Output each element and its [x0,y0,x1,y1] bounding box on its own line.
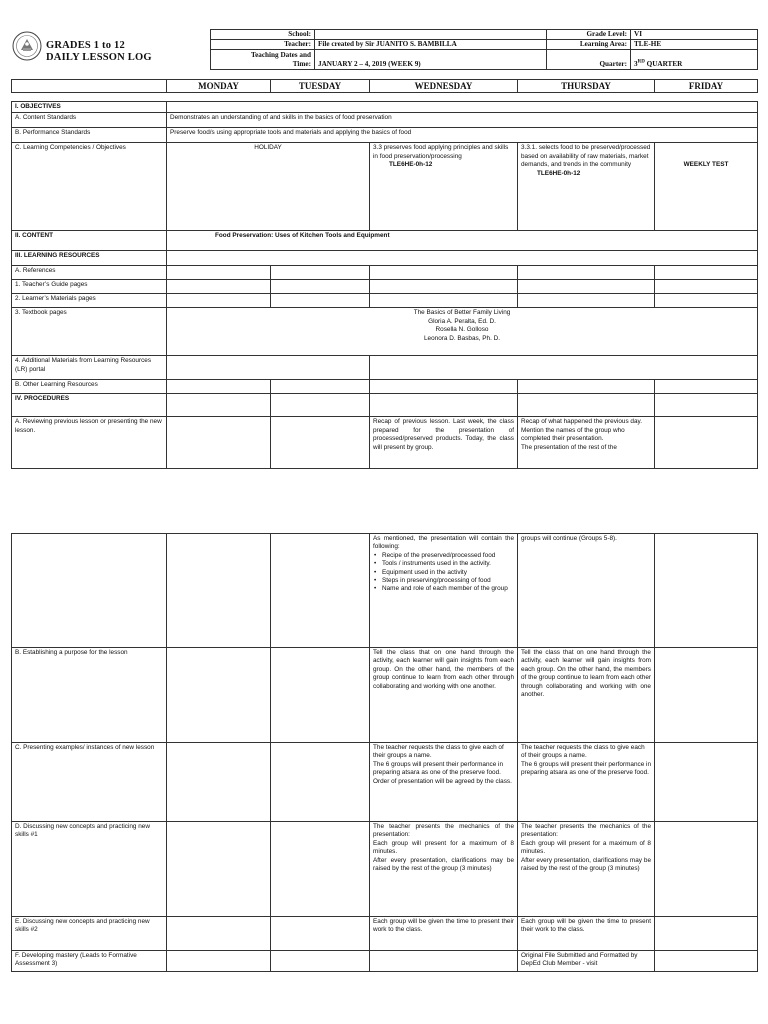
lesson-log-table [11,101,758,469]
thursday-competency-code: TLE6HE-0h-12 [537,169,581,177]
school-label: School: [211,30,315,40]
school-value [315,30,547,40]
form-title [46,40,152,64]
textbook-author-3: Leonora D. Basbas, Ph. D. [424,334,501,342]
deped-seal-logo [12,31,42,61]
thursday-review-line2: Mention the names of the group who completed their presentation. [521,426,625,443]
teacher-label: Teacher: [211,40,315,50]
thursday-review-line1: Recap of what happened the previous day. [521,418,643,426]
learning-area-label: Learning Area: [547,40,631,50]
quarter-word: QUARTER [646,60,683,68]
wednesday-purpose: Tell the class that on one hand through the activity, each learner will gain insights from each group. On the other hand, the members of the group continue to learn from each other through collaborating and working with one another. [370,648,518,743]
thursday-review [518,417,655,469]
wednesday-discussing-1-line1: The teacher presents the mechanics of the presentation: [373,823,514,839]
textbook-author-2: Rosella N. Golloso [435,326,489,334]
objectives-blank [167,102,758,113]
wednesday-examples [370,743,518,822]
day-wednesday: WEDNESDAY [370,80,518,93]
teaching-dates-value: JANUARY 2 – 4, 2019 (WEEK 9) [315,50,547,70]
wednesday-competency-code: TLE6HE-0h-12 [389,161,433,169]
quarter-number: 3 [634,60,638,68]
thursday-examples-line1: The teacher requests the class to give each of their groups a name. [521,744,645,760]
teaching-dates-label [211,50,315,70]
form-title-line1: GRADES 1 to 12 [46,40,125,51]
thursday-competency [518,143,655,231]
learning-resources-heading: III. LEARNING RESOURCES [12,251,167,266]
thursday-discussing-1-line1: The teacher presents the mechanics of the presentation: [521,823,651,839]
wednesday-competency [370,143,518,231]
discussing-2-label: E. Discussing new concepts and practicing new skills #2 [12,917,167,951]
objectives-heading: I. OBJECTIVES [12,102,167,113]
header-info-table [210,29,758,70]
teaching-dates-label-line2: Time: [292,59,311,68]
presentation-contents-list [373,552,514,594]
quarter-value [631,50,758,70]
wednesday-review: Recap of previous lesson. Last week, the class prepared for the presentation of processed/preserved products. Today, the class will present by group. [370,417,518,469]
grade-level-label: Grade Level: [547,30,631,40]
wednesday-presentation-contents [370,534,518,648]
discussing-1-label: D. Discussing new concepts and practicing new skills #1 [12,822,167,917]
examples-label: C. Presenting examples/ instances of new lesson [12,743,167,822]
learning-area-value: TLE-HE [631,40,758,50]
thursday-discussing-1 [518,822,655,917]
lesson-log-continuation-table [11,533,758,972]
content-standards-text: Demonstrates an understanding of and skills in the basics of food preservation [167,113,758,128]
learners-materials-label: 2. Learner’s Materials pages [12,294,167,308]
day-thursday: THURSDAY [518,80,655,93]
thursday-mastery: Original File Submitted and Formatted by DepEd Club Member - visit [518,951,655,972]
quarter-suffix: RD [637,59,645,65]
holiday-cell: HOLIDAY [167,143,370,231]
presentation-contents-item: • Name and role of each member of the group [373,585,514,593]
additional-materials-label: 4. Additional Materials from Learning Resources (LR) portal [12,356,167,380]
textbook-pages-label: 3. Textbook pages [12,308,167,356]
textbook-title: The Basics of Better Family Living [413,309,511,317]
thursday-continue-groups: groups will continue (Groups 5-8). [518,534,655,648]
thursday-discussing-2: Each group will be given the time to present their work to the class. [518,917,655,951]
day-friday: FRIDAY [655,80,758,93]
wednesday-discussing-1-line3: After every presentation, clarifications may be raised by the rest of the group (3 minutes) [373,856,514,873]
textbook-author-1: Gloria A. Peralta, Ed. D. [428,317,496,325]
thursday-examples-line2: The 6 groups will present their performance in preparing atsara as one of the preserve food. [521,760,652,777]
other-resources-label: B. Other Learning Resources [12,380,167,394]
content-text: Food Preservation: Uses of Kitchen Tools and Equipment [167,231,758,251]
presentation-contents-item: • Recipe of the preserved/processed food [373,552,514,560]
thursday-discussing-1-line2: Each group will present for a maximum of 8 minutes. [521,839,651,856]
wednesday-examples-line3: Order of presentation will be agreed by the class. [373,777,512,785]
weekly-test-cell: WEEKLY TEST [655,143,758,231]
performance-standards-label: B. Performance Standards [12,128,167,143]
content-heading: II. CONTENT [12,231,167,251]
thursday-competency-text: 3.3.1. selects food to be preserved/processed based on availability of raw materials, market demands, and trends in the community [521,144,651,169]
learning-resources-blank [167,251,758,266]
presentation-contents-item: • Equipment used in the activity [373,569,514,577]
form-title-line2: DAILY LESSON LOG [46,52,152,63]
purpose-label: B. Establishing a purpose for the lesson [12,648,167,743]
grade-level-value: VI [631,30,758,40]
thursday-review-line3: The presentation of the rest of the [521,443,617,451]
wednesday-discussing-1-line2: Each group will present for a maximum of 8 minutes. [373,839,514,856]
performance-standards-text: Preserve food/s using appropriate tools and materials and applying the basics of food [167,128,758,143]
competencies-label: C. Learning Competencies / Objectives [12,143,167,231]
presentation-contents-item: • Steps in preserving/processing of food [373,577,514,585]
teaching-dates-label-line1: Teaching Dates and [250,50,311,59]
wednesday-discussing-2: Each group will be given the time to present their work to the class. [370,917,518,951]
teacher-value: File created by Sir JUANITO S. BAMBILLA [315,40,547,50]
day-header-table [11,79,758,93]
reviewing-label: A. Reviewing previous lesson or presenting the new lesson. [12,417,167,469]
mastery-label: F. Developing mastery (Leads to Formative Assessment 3) [12,951,167,972]
wednesday-presentation-intro: As mentioned, the presentation will contain the following: [373,535,514,551]
teachers-guide-label: 1. Teacher’s Guide pages [12,280,167,294]
textbook-reference [167,308,758,356]
wednesday-examples-line2: The 6 groups will present their performance in preparing atsara as one of the preserve food. [373,760,504,777]
thursday-discussing-1-line3: After every presentation, clarifications may be raised by the rest of the group (3 minutes) [521,856,651,873]
wednesday-examples-line1: The teacher requests the class to give each of their groups a name. [373,744,504,760]
thursday-examples [518,743,655,822]
quarter-label: Quarter: [547,50,631,70]
day-monday: MONDAY [167,80,271,93]
wednesday-discussing-1 [370,822,518,917]
day-tuesday: TUESDAY [271,80,370,93]
wednesday-competency-text: 3.3 preserves food applying principles and skills in food preservation/processing [373,144,509,160]
day-header-blank [12,80,167,93]
references-label: A. References [12,266,167,280]
content-standards-label: A. Content Standards [12,113,167,128]
presentation-contents-item: • Tools / instruments used in the activity. [373,560,514,568]
procedures-heading: IV. PROCEDURES [12,394,167,417]
thursday-purpose: Tell the class that on one hand through the activity, each learner will gain insights from each group. On the other hand, the members of the group continue to learn from each other through collaborating and working with one another. [518,648,655,743]
